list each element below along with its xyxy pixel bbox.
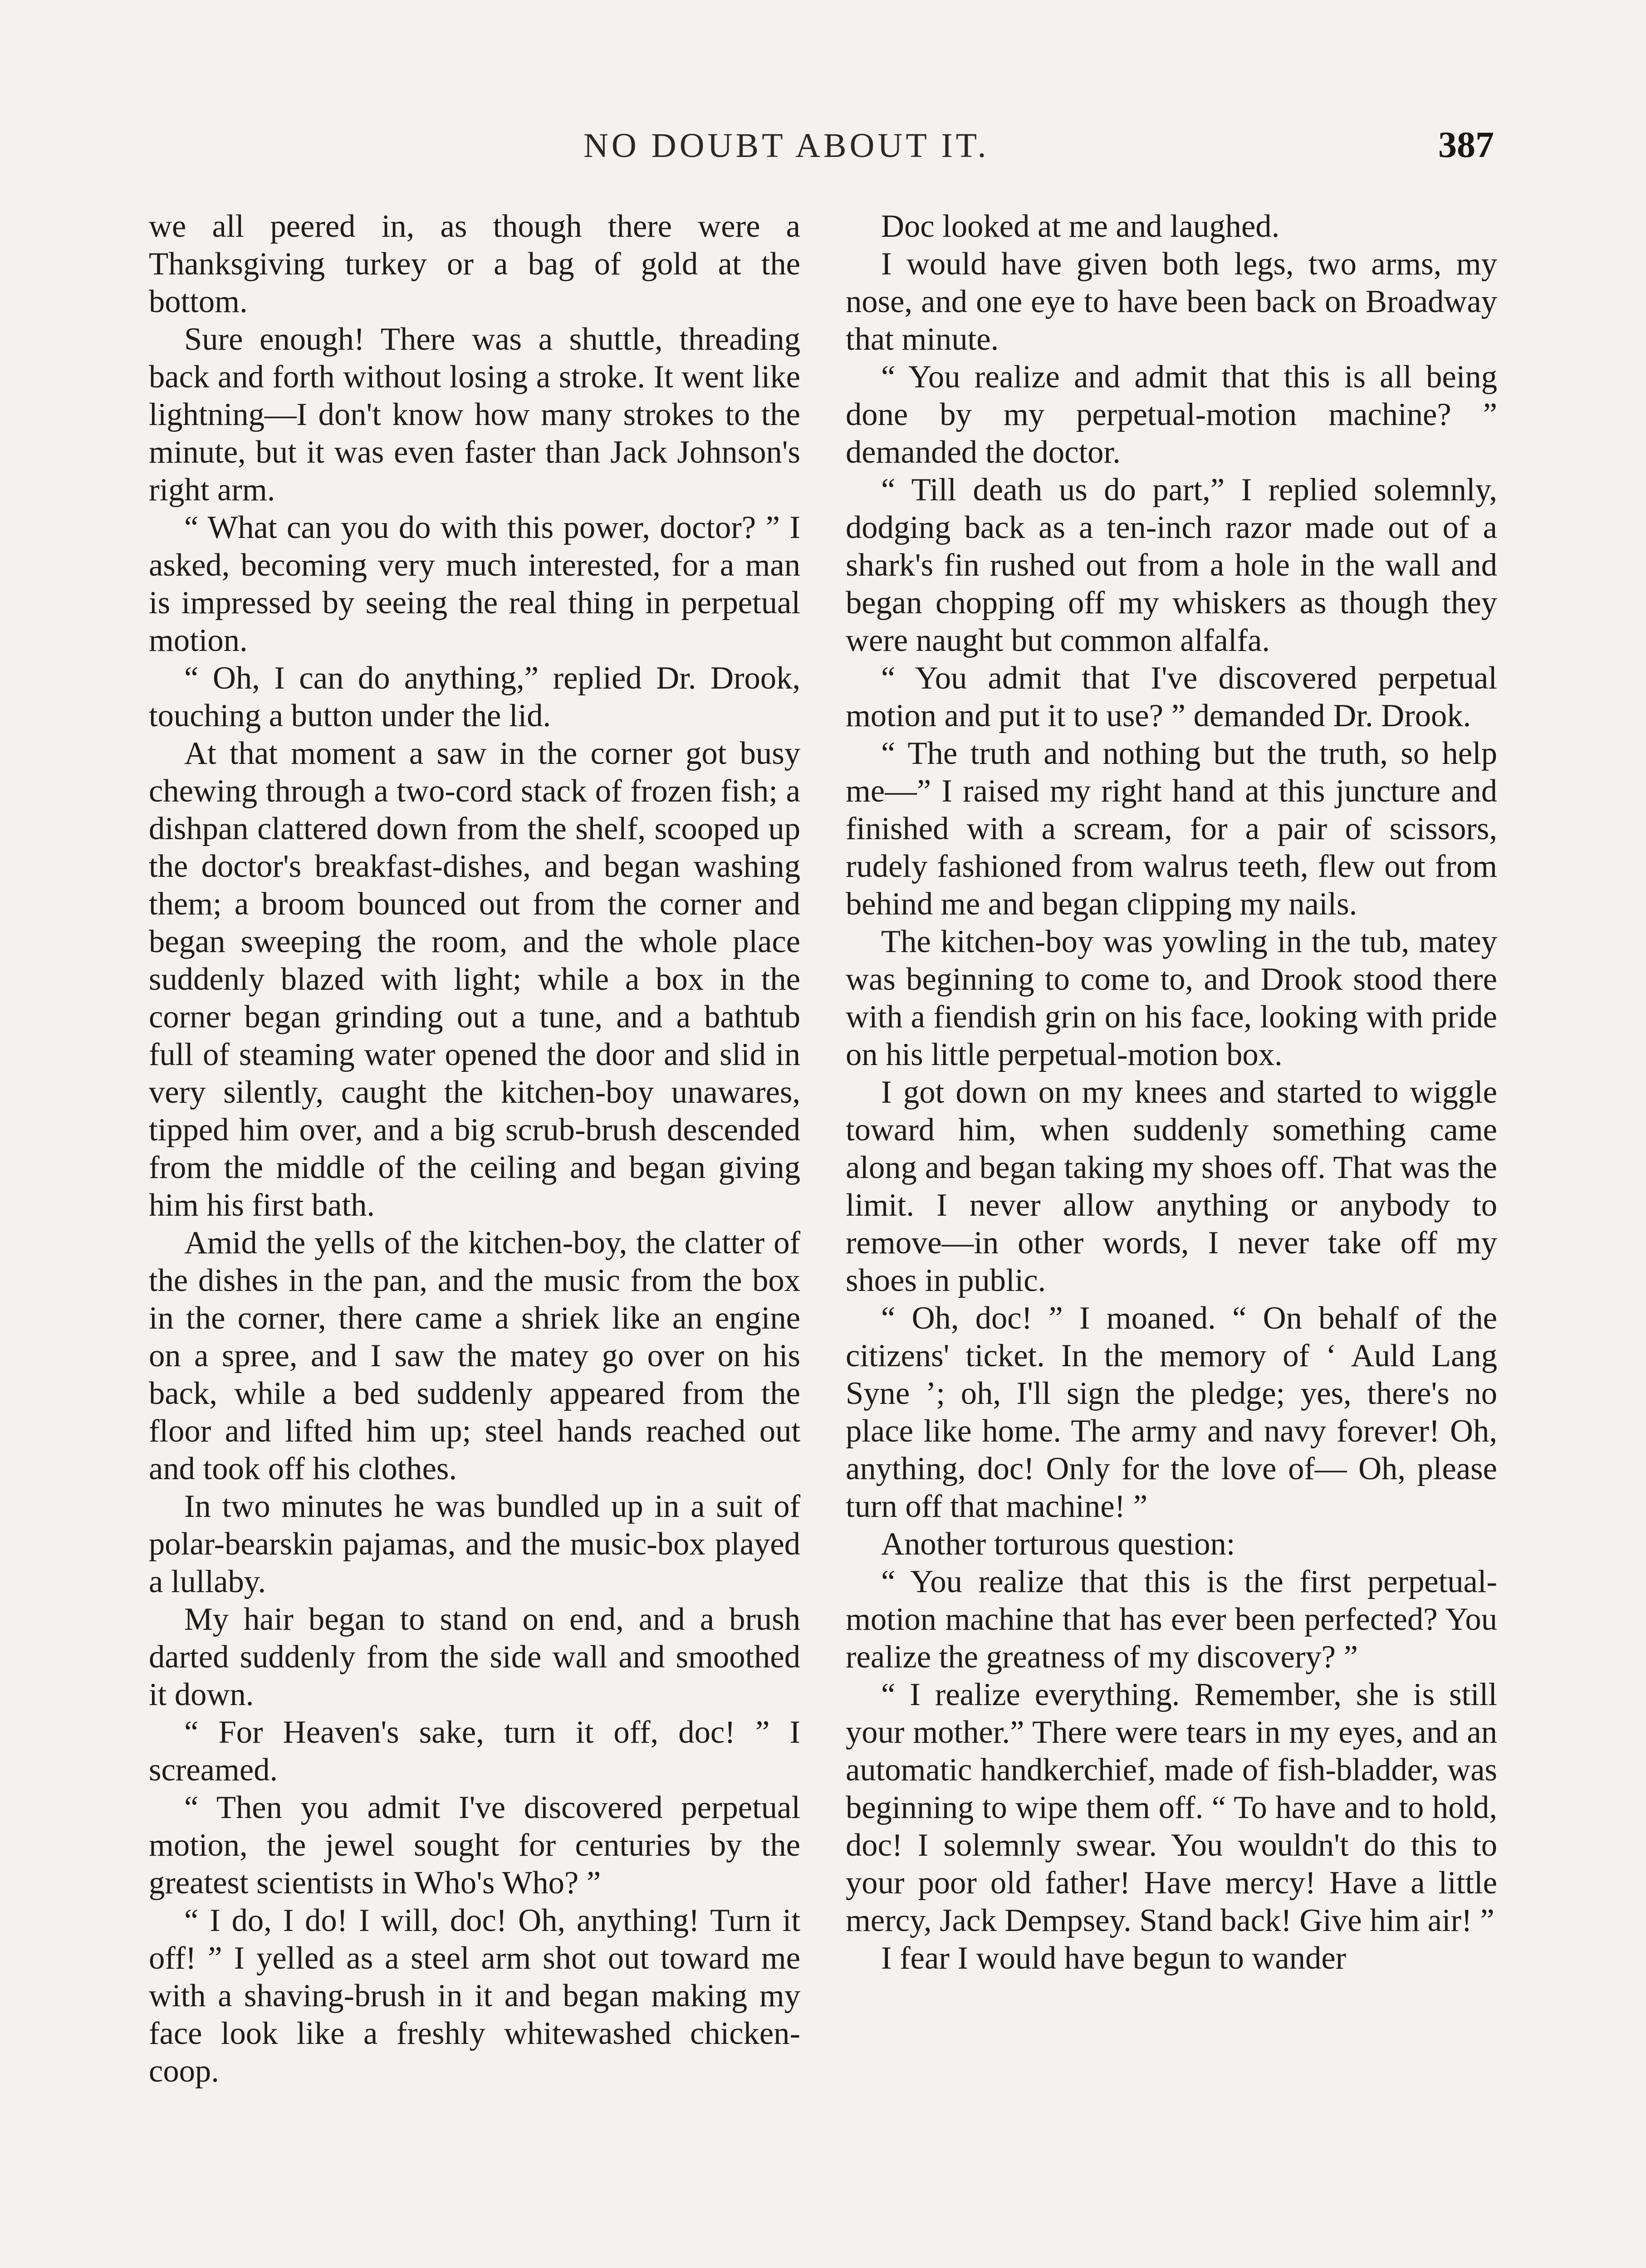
paragraph: Doc looked at me and laughed. — [881, 209, 1280, 244]
paragraph: “ You admit that I've discovered perpetual motion and put it to use? ” demanded Dr. Drook. — [846, 660, 1497, 733]
right-column — [846, 208, 1497, 1977]
paragraph: “ For Heaven's sake, turn it off, doc! ” I screamed. — [149, 1715, 800, 1788]
paragraph: “ Oh, I can do anything,” replied Dr. Drook, touching a button under the lid. — [149, 660, 800, 733]
page-number: 387 — [1438, 124, 1494, 165]
paragraph: Sure enough! There was a shuttle, threading back and forth without losing a stroke. It went like lightning—I don't know how many strokes to the minute, but it was even faster than Jack Johnson's right arm. — [149, 322, 800, 508]
paragraph: I got down on my knees and started to wiggle toward him, when suddenly something came along and began taking my shoes off. That was the limit. I never allow anything or anybody to remove—in other words, I never take off my shoes in public. — [846, 1075, 1497, 1298]
paragraph: “ You realize and admit that this is all being done by my perpetual-motion machine? ” demanded the doctor. — [846, 359, 1497, 470]
paragraph: Amid the yells of the kitchen-boy, the clatter of the dishes in the pan, and the music from the box in the corner, there came a shriek like an engine on a spree, and I saw the matey go over on his back, while a bed suddenly appeared from the floor and lifted him up; steel hands reached out and took off his clothes. — [149, 1225, 800, 1486]
paragraph: My hair began to stand on end, and a brush darted suddenly from the side wall and smoothed it down. — [149, 1602, 800, 1712]
paragraph: The kitchen-boy was yowling in the tub, matey was beginning to come to, and Drook stood there with a fiendish grin on his face, looking with pride on his little perpetual-motion box. — [846, 924, 1497, 1072]
running-title: NO DOUBT ABOUT IT. — [583, 127, 990, 165]
paragraph: “ I realize everything. Remember, she is still your mother.” There were tears in my eyes, and an automatic handkerchief, made of fish-bladder, was beginning to wipe them off. “ To have and to hold, doc! I solemnly swear. You wouldn't do this to your poor old father! Have mercy! Have a little mercy, Jack Dempsey. Stand back! Give him air! ” — [846, 1677, 1497, 1938]
paragraph: “ Till death us do part,” I replied solemnly, dodging back as a ten-inch razor made out of a shark's fin rushed out from a hole in the wall and began chopping off my whiskers as though they were naught but common alfalfa. — [846, 472, 1497, 658]
paragraph: “ The truth and nothing but the truth, so help me—” I raised my right hand at this juncture and finished with a scream, for a pair of scissors, rudely fashioned from walrus teeth, flew out from behind me and began clipping my nails. — [846, 736, 1497, 922]
paragraph: “ Then you admit I've discovered perpetual motion, the jewel sought for centuries by the greatest scientists in Who's Who? ” — [149, 1790, 800, 1901]
paragraph: “ Oh, doc! ” I moaned. “ On behalf of the citizens' ticket. In the memory of ‘ Auld Lang Syne ’; oh, I'll sign the pledge; yes, there's no place like home. The army and navy forever! Oh, anything, doc! Only for the love of— Oh, please turn off that machine! ” — [846, 1300, 1497, 1524]
paragraph: At that moment a saw in the corner got busy chewing through a two-cord stack of frozen fish; a dishpan clattered down from the shelf, scooped up the doctor's breakfast-dishes, and began washing them; a broom bounced out from the corner and began sweeping the room, and the whole place suddenly blazed with light; while a box in the corner began grinding out a tune, and a bathtub full of steaming water opened the door and slid in very silently, caught the kitchen-boy unawares, tipped him over, and a big scrub-brush descended from the middle of the ceiling and began giving him his first bath. — [149, 736, 800, 1223]
paragraph: we all peered in, as though there were a Thanksgiving turkey or a bag of gold at the bottom. — [149, 209, 800, 319]
paragraph: I would have given both legs, two arms, my nose, and one eye to have been back on Broadway that minute. — [846, 246, 1497, 357]
paragraph: “ You realize that this is the first perpetual-motion machine that has ever been perfected? You realize the greatness of my discovery? ” — [846, 1564, 1497, 1675]
paragraph: In two minutes he was bundled up in a suit of polar-bearskin pajamas, and the music-box played a lullaby. — [149, 1489, 800, 1599]
paragraph: “ What can you do with this power, doctor? ” I asked, becoming very much interested, for a man is impressed by seeing the real thing in perpetual motion. — [149, 510, 800, 658]
left-column — [149, 208, 800, 2090]
paragraph: Another torturous question: — [881, 1526, 1235, 1562]
paragraph: I fear I would have begun to wander — [881, 1941, 1347, 1976]
paragraph: “ I do, I do! I will, doc! Oh, anything! Turn it off! ” I yelled as a steel arm shot out toward me with a shaving-brush in it and began making my face look like a freshly whitewashed chicken-coop. — [149, 1903, 800, 2089]
